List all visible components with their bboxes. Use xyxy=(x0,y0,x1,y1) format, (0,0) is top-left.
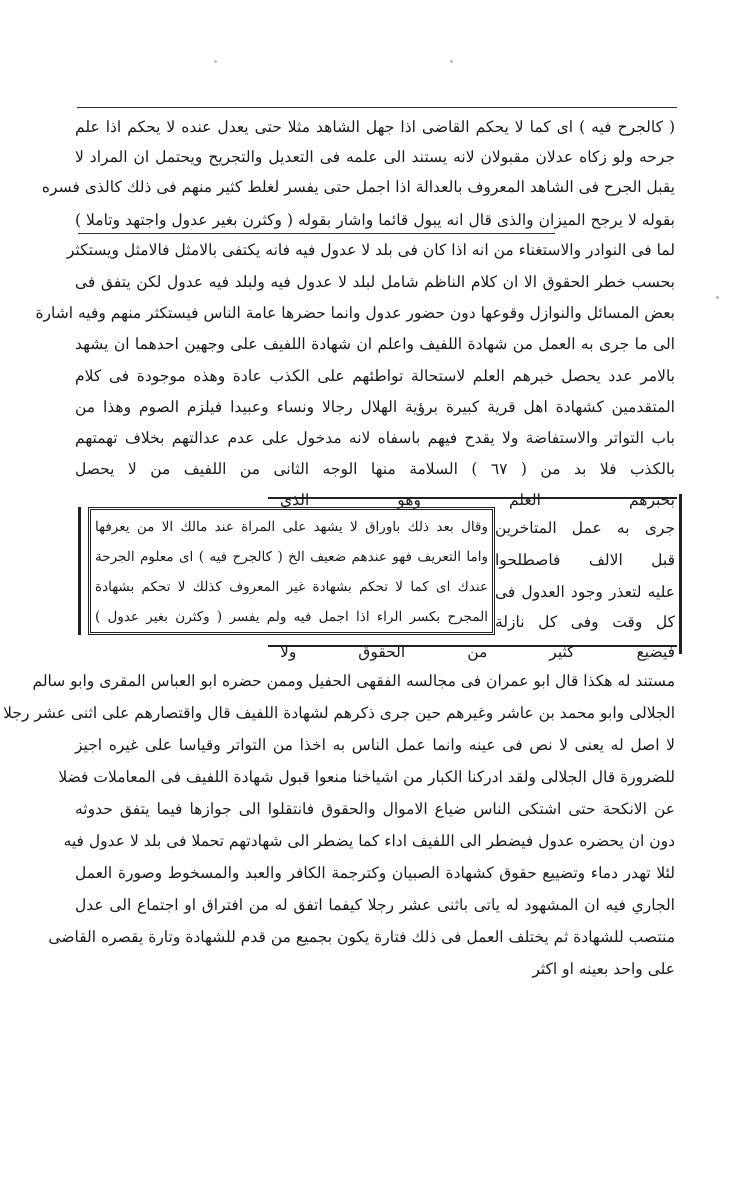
side-text-line: فيضيع كثير من الحقوق ولا xyxy=(280,643,675,661)
text-line: لئلا تهدر دماء وتضييع حقوق كشهادة الصبيان وكترجمة الكافر والعبد والمسخوط وصورة العمل xyxy=(75,864,675,882)
text-line-last: على واحد بعينه او اكثر xyxy=(532,960,675,978)
text-line: الجلالى وابو محمد بن عاشر وغيرهم حين جرى ذكرهم لشهادة اللفيف قال واقتصارهم على اثنى عشر رجلا xyxy=(3,704,675,722)
paper-speck xyxy=(214,60,217,63)
text-line: بالكذب فلا بد من ( ٦٧ ) السلامة منها الوجه الثانى من اللفيف من لا يحصل xyxy=(75,460,675,478)
text-line: المتقدمين كشهادة اهل قرية كبيرة برؤية الهلال رجالا ونساء وعبيدا فيلزم الصوم وهذا من xyxy=(75,398,675,416)
text-line: منتصب للشهادة ثم يختلف العمل فى ذلك فتارة يكون بجميع من قدم للشهادة وتارة يقصره القاضى xyxy=(48,928,675,946)
text-line: باب التواتر والاستفاضة ولا يقدح فيهم باسفاه لانه مدخول على عدم عدالتهم بخلاف تهمتهم xyxy=(75,429,675,447)
text-line: بحسب خطر الحقوق الا ان كلام الناظم شامل لبلد لا عدول فيه ولبلد فيه عدول لكن يتفق فى xyxy=(75,273,675,291)
text-line: بالامر عدد يحصل خبرهم العلم لاستحالة تواطئهم على الكذب عادة وهذه موجودة فى كلام xyxy=(75,367,675,385)
text-line: جرحه ولو زكاه عدلان مقبولان لانه يستند الى علمه فى التعديل والتجريح ويحتمل ان المراد لا xyxy=(75,148,675,166)
note-line: المجرح بكسر الراء اذا اجمل فيه ولم يفسر ( وكثرن بغير عدول ) xyxy=(95,609,488,625)
side-text-line: عليه لتعذر وجود العدول فى xyxy=(495,583,675,601)
text-line: دون ان يحضره عدول فيضطر الى اللفيف اداء كما يضطر الى شهادتهم تحملا فى بلد لا عدول فيه xyxy=(63,832,675,850)
side-text-line: قبل الالف فاصطلحوا xyxy=(495,551,675,569)
text-line: لا اصل له يعنى لا نص فى عينه وانما عمل الناس به اخذا من التواتر وقياسا على غيره اجيز xyxy=(75,736,675,754)
note-line: عندك اى كما لا تحكم بشهادة غير المعروف كذلك لا تحكم بشهادة xyxy=(95,579,488,595)
side-text-line: جرى به عمل المتاخرين xyxy=(495,519,675,537)
text-line: الى ما جرى به العمل من شهادة اللفيف واعلم ان شهادة اللفيف على وجهين احدهما ان يشهد xyxy=(75,335,675,353)
text-line: لما فى النوادر والاستغناء من انه اذا كان فى بلد لا عدول فيه فانه يكتفى بالامثل فالامثل ويستكثر xyxy=(66,241,675,259)
text-line: للضرورة قال الجلالى ولقد ادركنا الكبار من اشياخنا منعوا قبول شهادة اللفيف فى المعاملات فضلا xyxy=(58,768,675,786)
paper-speck xyxy=(716,296,719,299)
note-line: واما التعريف فهو عندهم ضعيف الخ ( كالجرح فيه ) اى معلوم الجرحة xyxy=(95,549,488,565)
frame-left-bracket xyxy=(78,507,85,635)
text-line: بعض المسائل والنوازل وقوعها دون حضور عدول وانما حضرها عامة الناس فيستكثر منهم وفيه اشارة xyxy=(35,304,675,322)
quoted-note-box xyxy=(88,507,495,635)
text-line: ( كالجرح فيه ) اى كما لا يحكم القاضى اذا جهل الشاهد مثلا حتى يعدل عنده لا يحكم اذا علم xyxy=(75,118,675,136)
side-text-line: كل وقت وفى كل نازلة xyxy=(495,613,675,631)
side-text-line: بخبرهم العلم وهو الذى xyxy=(280,491,675,509)
text-line: عن الانكحة حتى اشتكى الناس ضياع الاموال والحقوق فانتقلوا الى جوازها فيما يتفق حدوثه xyxy=(75,800,675,818)
top-rule xyxy=(77,107,677,108)
text-line: بقوله لا يرجح الميزان والذى قال انه يبول قائما واشار بقوله ( وكثرن بغير عدول واجتهد وتاملا ) xyxy=(75,211,675,229)
text-line: الجاري فيه ان المشهود له ياتى باثنى عشر رجلا كيفما اتفق له من افتراق او اجتماع الى عدل xyxy=(75,896,675,914)
note-line: وقال بعد ذلك باوراق لا يشهد على المراة عند مالك الا من يعرفها xyxy=(95,519,488,535)
paper-speck xyxy=(450,60,453,63)
text-line: مستند له هكذا قال ابو عمران فى مجالسه الفقهى الحفيل وممن حضره ابو العباس المقرى وابو سالم xyxy=(32,672,675,690)
text-line: يقبل الجرح فى الشاهد المعروف بالعدالة اذا اجمل حتى يفسر لغلط كثير منهم فى ذلك كالذى فسره xyxy=(41,178,675,196)
frame-right-bracket xyxy=(675,494,682,654)
